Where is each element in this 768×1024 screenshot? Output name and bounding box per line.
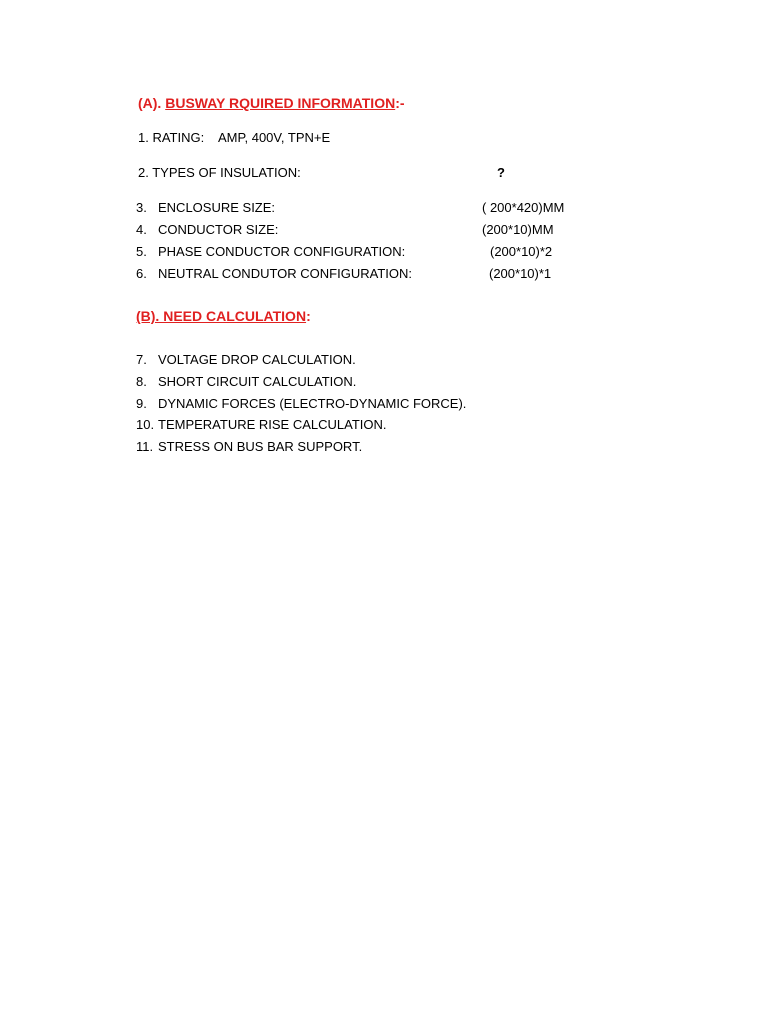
calculation-number: 9. (136, 396, 147, 411)
spec-row (136, 222, 278, 238)
spec-value: (200*10)*1 (489, 266, 552, 281)
section-a-heading (138, 95, 405, 111)
calculation-row (136, 352, 356, 368)
section-b-heading (136, 308, 311, 324)
calculation-row (136, 374, 356, 390)
calculation-row (136, 396, 466, 412)
section-a-title: BUSWAY RQUIRED INFORMATION (165, 95, 396, 111)
spec-label: PHASE CONDUCTOR CONFIGURATION: (158, 244, 406, 259)
section-a-prefix: (A). (138, 95, 166, 111)
spec-row (136, 244, 405, 260)
calculation-row (136, 417, 387, 433)
calculation-label: STRESS ON BUS BAR SUPPORT. (158, 439, 363, 454)
calculation-number: 7. (136, 352, 147, 367)
calculation-label: VOLTAGE DROP CALCULATION. (158, 352, 356, 367)
spec-number: 4. (136, 222, 147, 237)
spec-number: 5. (136, 244, 147, 259)
calculation-number: 8. (136, 374, 147, 389)
spec-label: ENCLOSURE SIZE: (158, 200, 276, 215)
section-b-suffix: : (306, 308, 311, 324)
spec-label: CONDUCTOR SIZE: (158, 222, 279, 237)
rating-value: AMP, 400V, TPN+E (218, 130, 331, 145)
rating-label: 1. RATING: (138, 130, 205, 145)
calculation-label: DYNAMIC FORCES (ELECTRO-DYNAMIC FORCE). (158, 396, 467, 411)
section-b-title: (B). NEED CALCULATION (136, 308, 307, 324)
spec-label: NEUTRAL CONDUTOR CONFIGURATION: (158, 266, 412, 281)
calculation-label: SHORT CIRCUIT CALCULATION. (158, 374, 357, 389)
calculation-number: 11. (136, 439, 154, 454)
spec-number: 3. (136, 200, 147, 215)
rating-row (138, 130, 204, 146)
calculation-number: 10. (136, 417, 155, 432)
insulation-label: 2. TYPES OF INSULATION: (138, 165, 301, 180)
insulation-value: ? (497, 165, 505, 180)
spec-value: (200*10)MM (482, 222, 554, 237)
spec-row (136, 266, 412, 282)
section-a-suffix: :- (395, 95, 405, 111)
spec-number: 6. (136, 266, 147, 281)
spec-value: (200*10)*2 (490, 244, 553, 259)
spec-value: ( 200*420)MM (482, 200, 565, 215)
calculation-label: TEMPERATURE RISE CALCULATION. (158, 417, 387, 432)
calculation-row (136, 439, 362, 455)
insulation-row (138, 165, 301, 181)
spec-row (136, 200, 275, 216)
